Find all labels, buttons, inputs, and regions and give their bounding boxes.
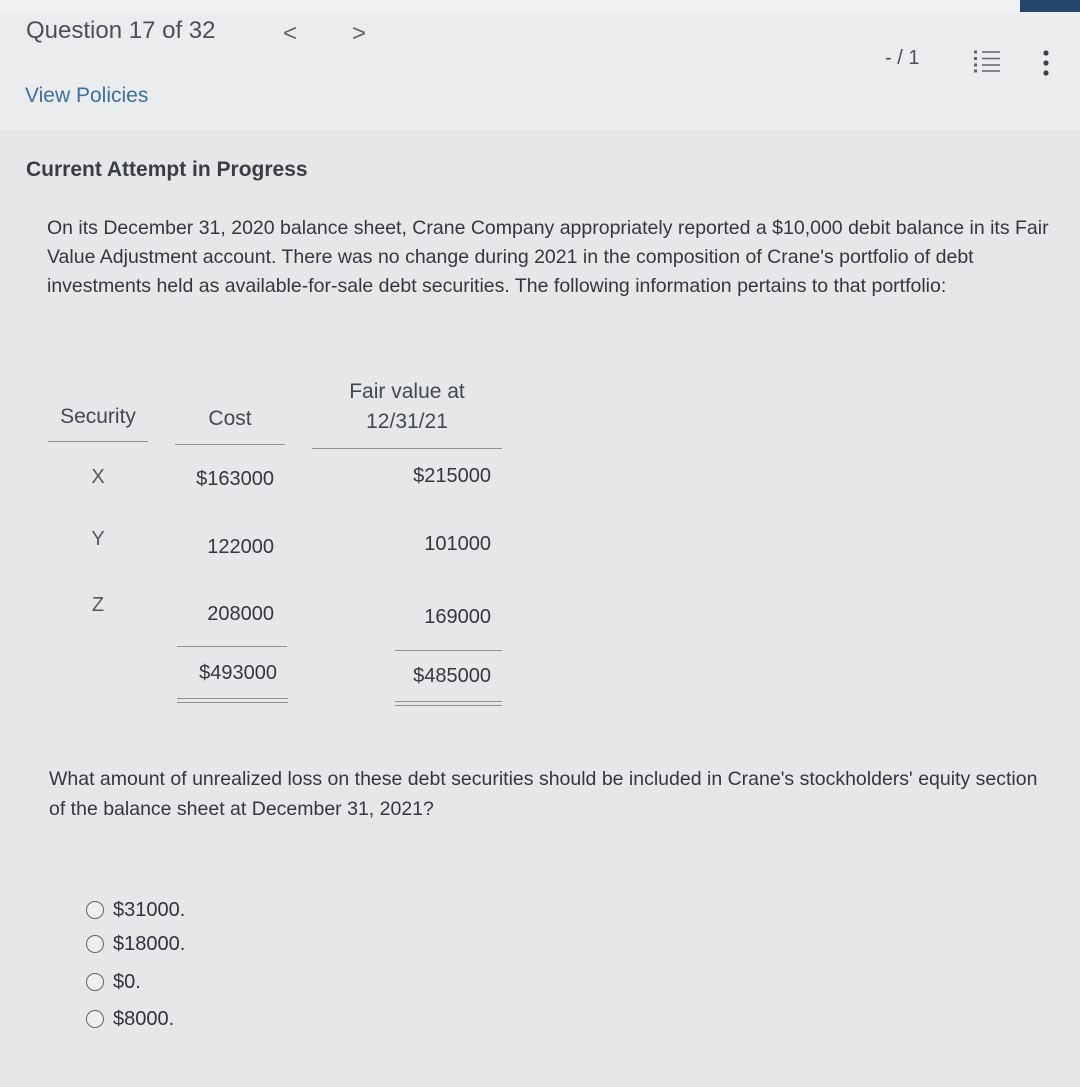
row-cost: 208000 [207, 603, 274, 625]
total-rule-cost-1 [177, 698, 288, 699]
row-security: Z [91, 594, 105, 616]
header-rule-security [48, 441, 148, 442]
header-security: Security [60, 405, 136, 428]
header-fair-value-line1: Fair value at [349, 380, 465, 403]
answer-option[interactable] [86, 968, 141, 996]
radio-icon[interactable] [86, 901, 104, 919]
accent-bar [1020, 0, 1080, 12]
question-counter: Question 17 of 32 [26, 17, 216, 44]
row-cost: $163000 [196, 468, 274, 490]
problem-text: On its December 31, 2020 balance sheet, Crane Company appropriately reported a $10,000 debit balance in its Fair Value Adjustment account. There was no change during 2021 in the composition of Crane's portfolio of debt investments held as available-for-sale debt securities. The following information pertains to that portfolio: [47, 217, 1049, 297]
view-policies-link[interactable]: View Policies [25, 84, 149, 107]
row-fair-value: 169000 [424, 606, 491, 628]
row-cost: 122000 [207, 536, 274, 558]
answer-option[interactable] [86, 1005, 174, 1033]
previous-question-button[interactable]: < [283, 20, 298, 47]
header-rule-fair-value [312, 448, 502, 449]
next-question-button[interactable]: > [352, 20, 367, 47]
total-fair-value: $485000 [413, 665, 491, 687]
option-label: $8000. [113, 1007, 175, 1030]
row-security: X [91, 466, 105, 488]
radio-icon[interactable] [86, 1010, 104, 1028]
header-fair-value-line2: 12/31/21 [366, 410, 448, 433]
more-options-icon[interactable] [1040, 49, 1052, 77]
row-fair-value: $215000 [413, 465, 491, 487]
answer-option[interactable] [86, 930, 185, 958]
subtotal-rule-cost [177, 646, 287, 647]
question-text: What amount of unrealized loss on these debt securities should be included in Crane's stockholders' equity section of the balance sheet at December 31, 2021? [49, 768, 1038, 820]
header-cost: Cost [208, 407, 252, 430]
total-cost: $493000 [199, 662, 277, 684]
row-security: Y [91, 528, 105, 550]
score-display: - / 1 [885, 47, 920, 69]
attempt-status: Current Attempt in Progress [26, 158, 308, 181]
option-label: $31000. [113, 898, 186, 921]
row-fair-value: 101000 [424, 533, 491, 555]
total-rule-fair-value-1 [395, 701, 502, 702]
question-list-icon[interactable] [972, 49, 1002, 73]
total-rule-fair-value-2 [395, 705, 502, 706]
option-label: $18000. [113, 932, 186, 955]
top-strip [0, 0, 1080, 12]
subtotal-rule-fair-value [395, 650, 502, 651]
header-rule-cost [175, 444, 285, 445]
radio-icon[interactable] [86, 973, 104, 991]
answer-option[interactable] [86, 896, 185, 924]
option-label: $0. [113, 970, 141, 993]
total-rule-cost-2 [177, 702, 288, 703]
radio-icon[interactable] [86, 935, 104, 953]
